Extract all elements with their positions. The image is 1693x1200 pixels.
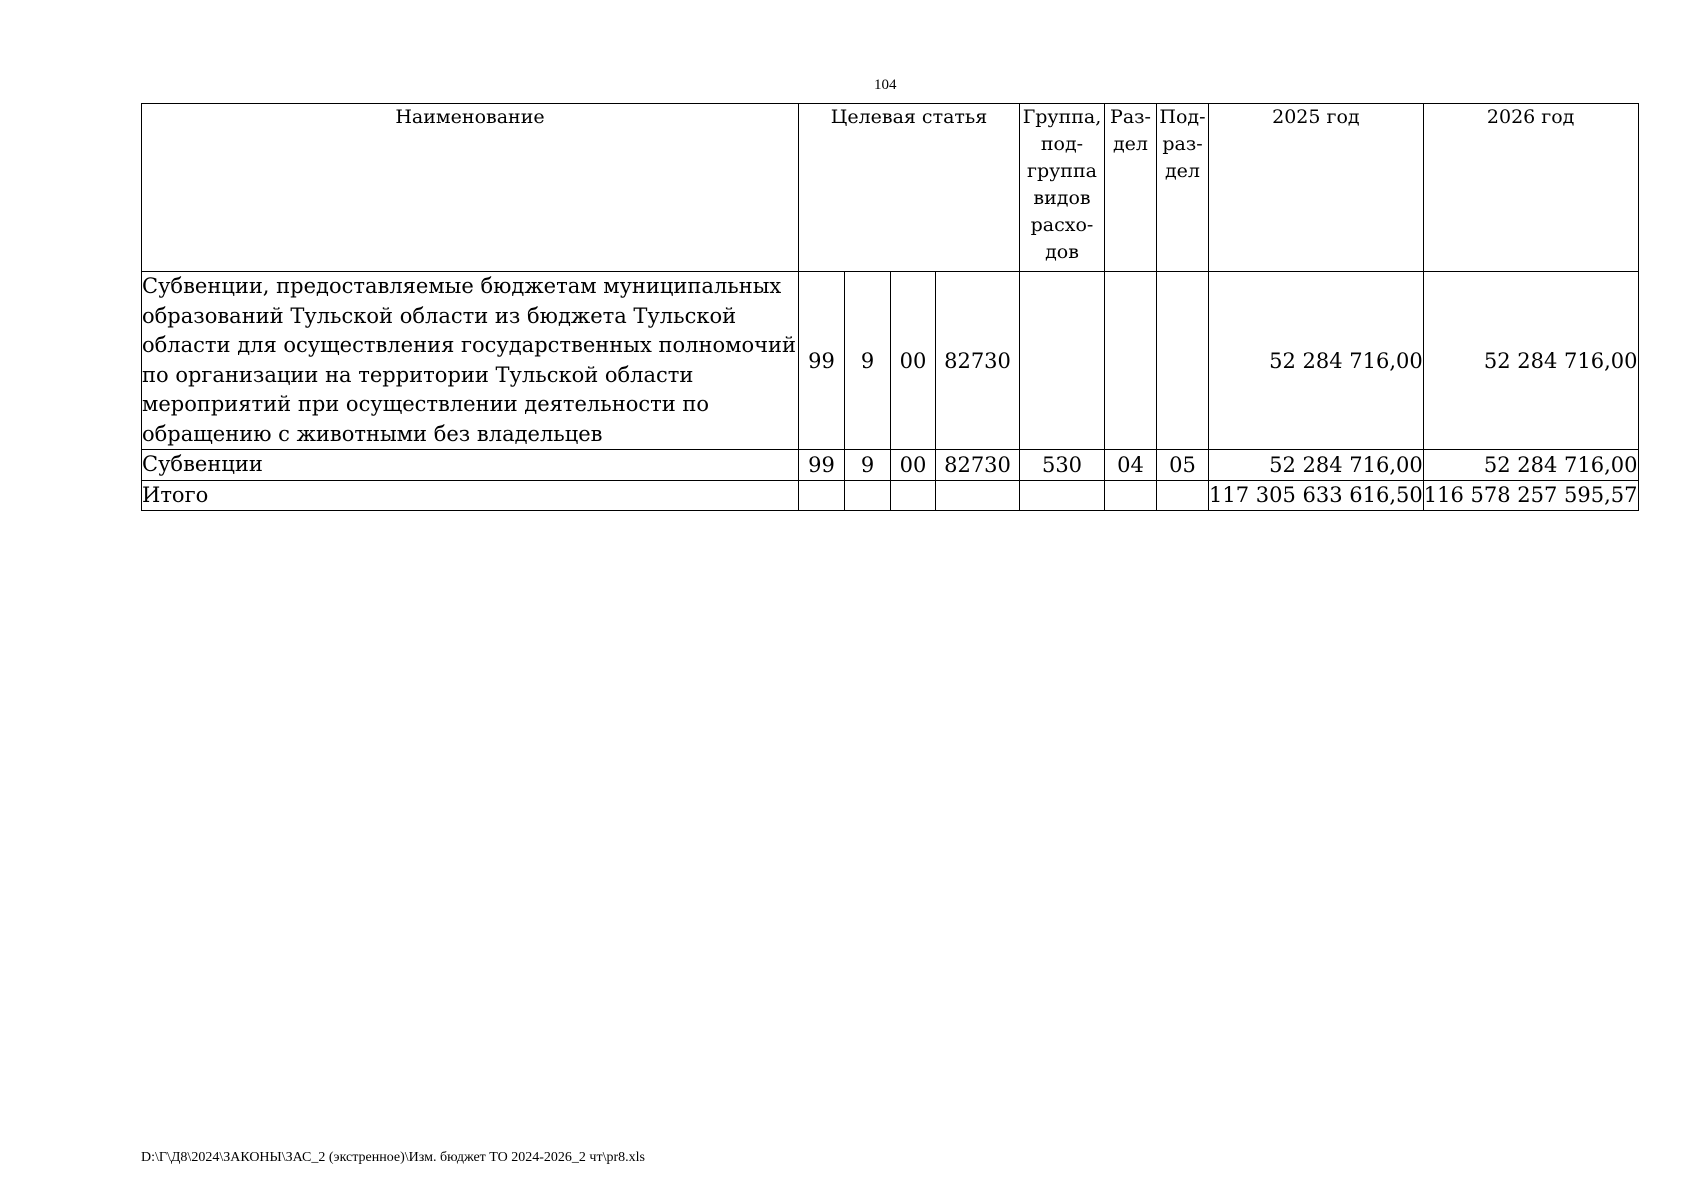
target-code-4 xyxy=(936,480,1020,511)
subsection-code: 05 xyxy=(1157,450,1209,481)
total-2026: 116 578 257 595,57 xyxy=(1423,480,1638,511)
target-code-2 xyxy=(845,480,891,511)
header-subsection: Под- раз- дел xyxy=(1157,104,1209,272)
group-code: 530 xyxy=(1020,450,1105,481)
section-code xyxy=(1105,272,1157,450)
target-code-1: 99 xyxy=(799,450,845,481)
table-header-row xyxy=(142,104,1639,272)
header-target: Целевая статья xyxy=(799,104,1020,272)
amount-2025: 52 284 716,00 xyxy=(1209,450,1424,481)
target-code-2: 9 xyxy=(845,272,891,450)
target-code-1 xyxy=(799,480,845,511)
section-code: 04 xyxy=(1105,450,1157,481)
section-code xyxy=(1105,480,1157,511)
total-2025: 117 305 633 616,50 xyxy=(1209,480,1424,511)
header-section: Раз- дел xyxy=(1105,104,1157,272)
amount-2025: 52 284 716,00 xyxy=(1209,272,1424,450)
header-2026: 2026 год xyxy=(1423,104,1638,272)
amount-2026: 52 284 716,00 xyxy=(1423,272,1638,450)
row-name: Итого xyxy=(142,480,799,511)
budget-table xyxy=(141,103,1639,511)
row-name: Субвенции, предоставляемые бюджетам муниципальных образований Тульской области из бюджета Тульской области для осуществления государственных полномочий по организации на территории Тульской области мероприятий при осуществлении деятельности по обращению с животными без владельцев xyxy=(142,272,799,450)
subsection-code xyxy=(1157,480,1209,511)
target-code-4: 82730 xyxy=(936,272,1020,450)
target-code-3: 00 xyxy=(891,272,936,450)
target-code-3 xyxy=(891,480,936,511)
page-number: 104 xyxy=(874,77,897,93)
target-code-4: 82730 xyxy=(936,450,1020,481)
target-code-3: 00 xyxy=(891,450,936,481)
header-name: Наименование xyxy=(142,104,799,272)
group-code xyxy=(1020,480,1105,511)
row-name: Субвенции xyxy=(142,450,799,481)
header-group: Группа, под- группа видов расхо- дов xyxy=(1020,104,1105,272)
file-path-footer: D:\Г\Д8\2024\ЗАКОНЫ\ЗАС_2 (экстренное)\Изм. бюджет ТО 2024-2026_2 чт\pr8.xls xyxy=(141,1150,645,1165)
target-code-2: 9 xyxy=(845,450,891,481)
amount-2026: 52 284 716,00 xyxy=(1423,450,1638,481)
target-code-1: 99 xyxy=(799,272,845,450)
subsection-code xyxy=(1157,272,1209,450)
group-code xyxy=(1020,272,1105,450)
table-row-total xyxy=(142,480,1639,511)
header-2025: 2025 год xyxy=(1209,104,1424,272)
table-row xyxy=(142,450,1639,481)
table-row xyxy=(142,272,1639,450)
